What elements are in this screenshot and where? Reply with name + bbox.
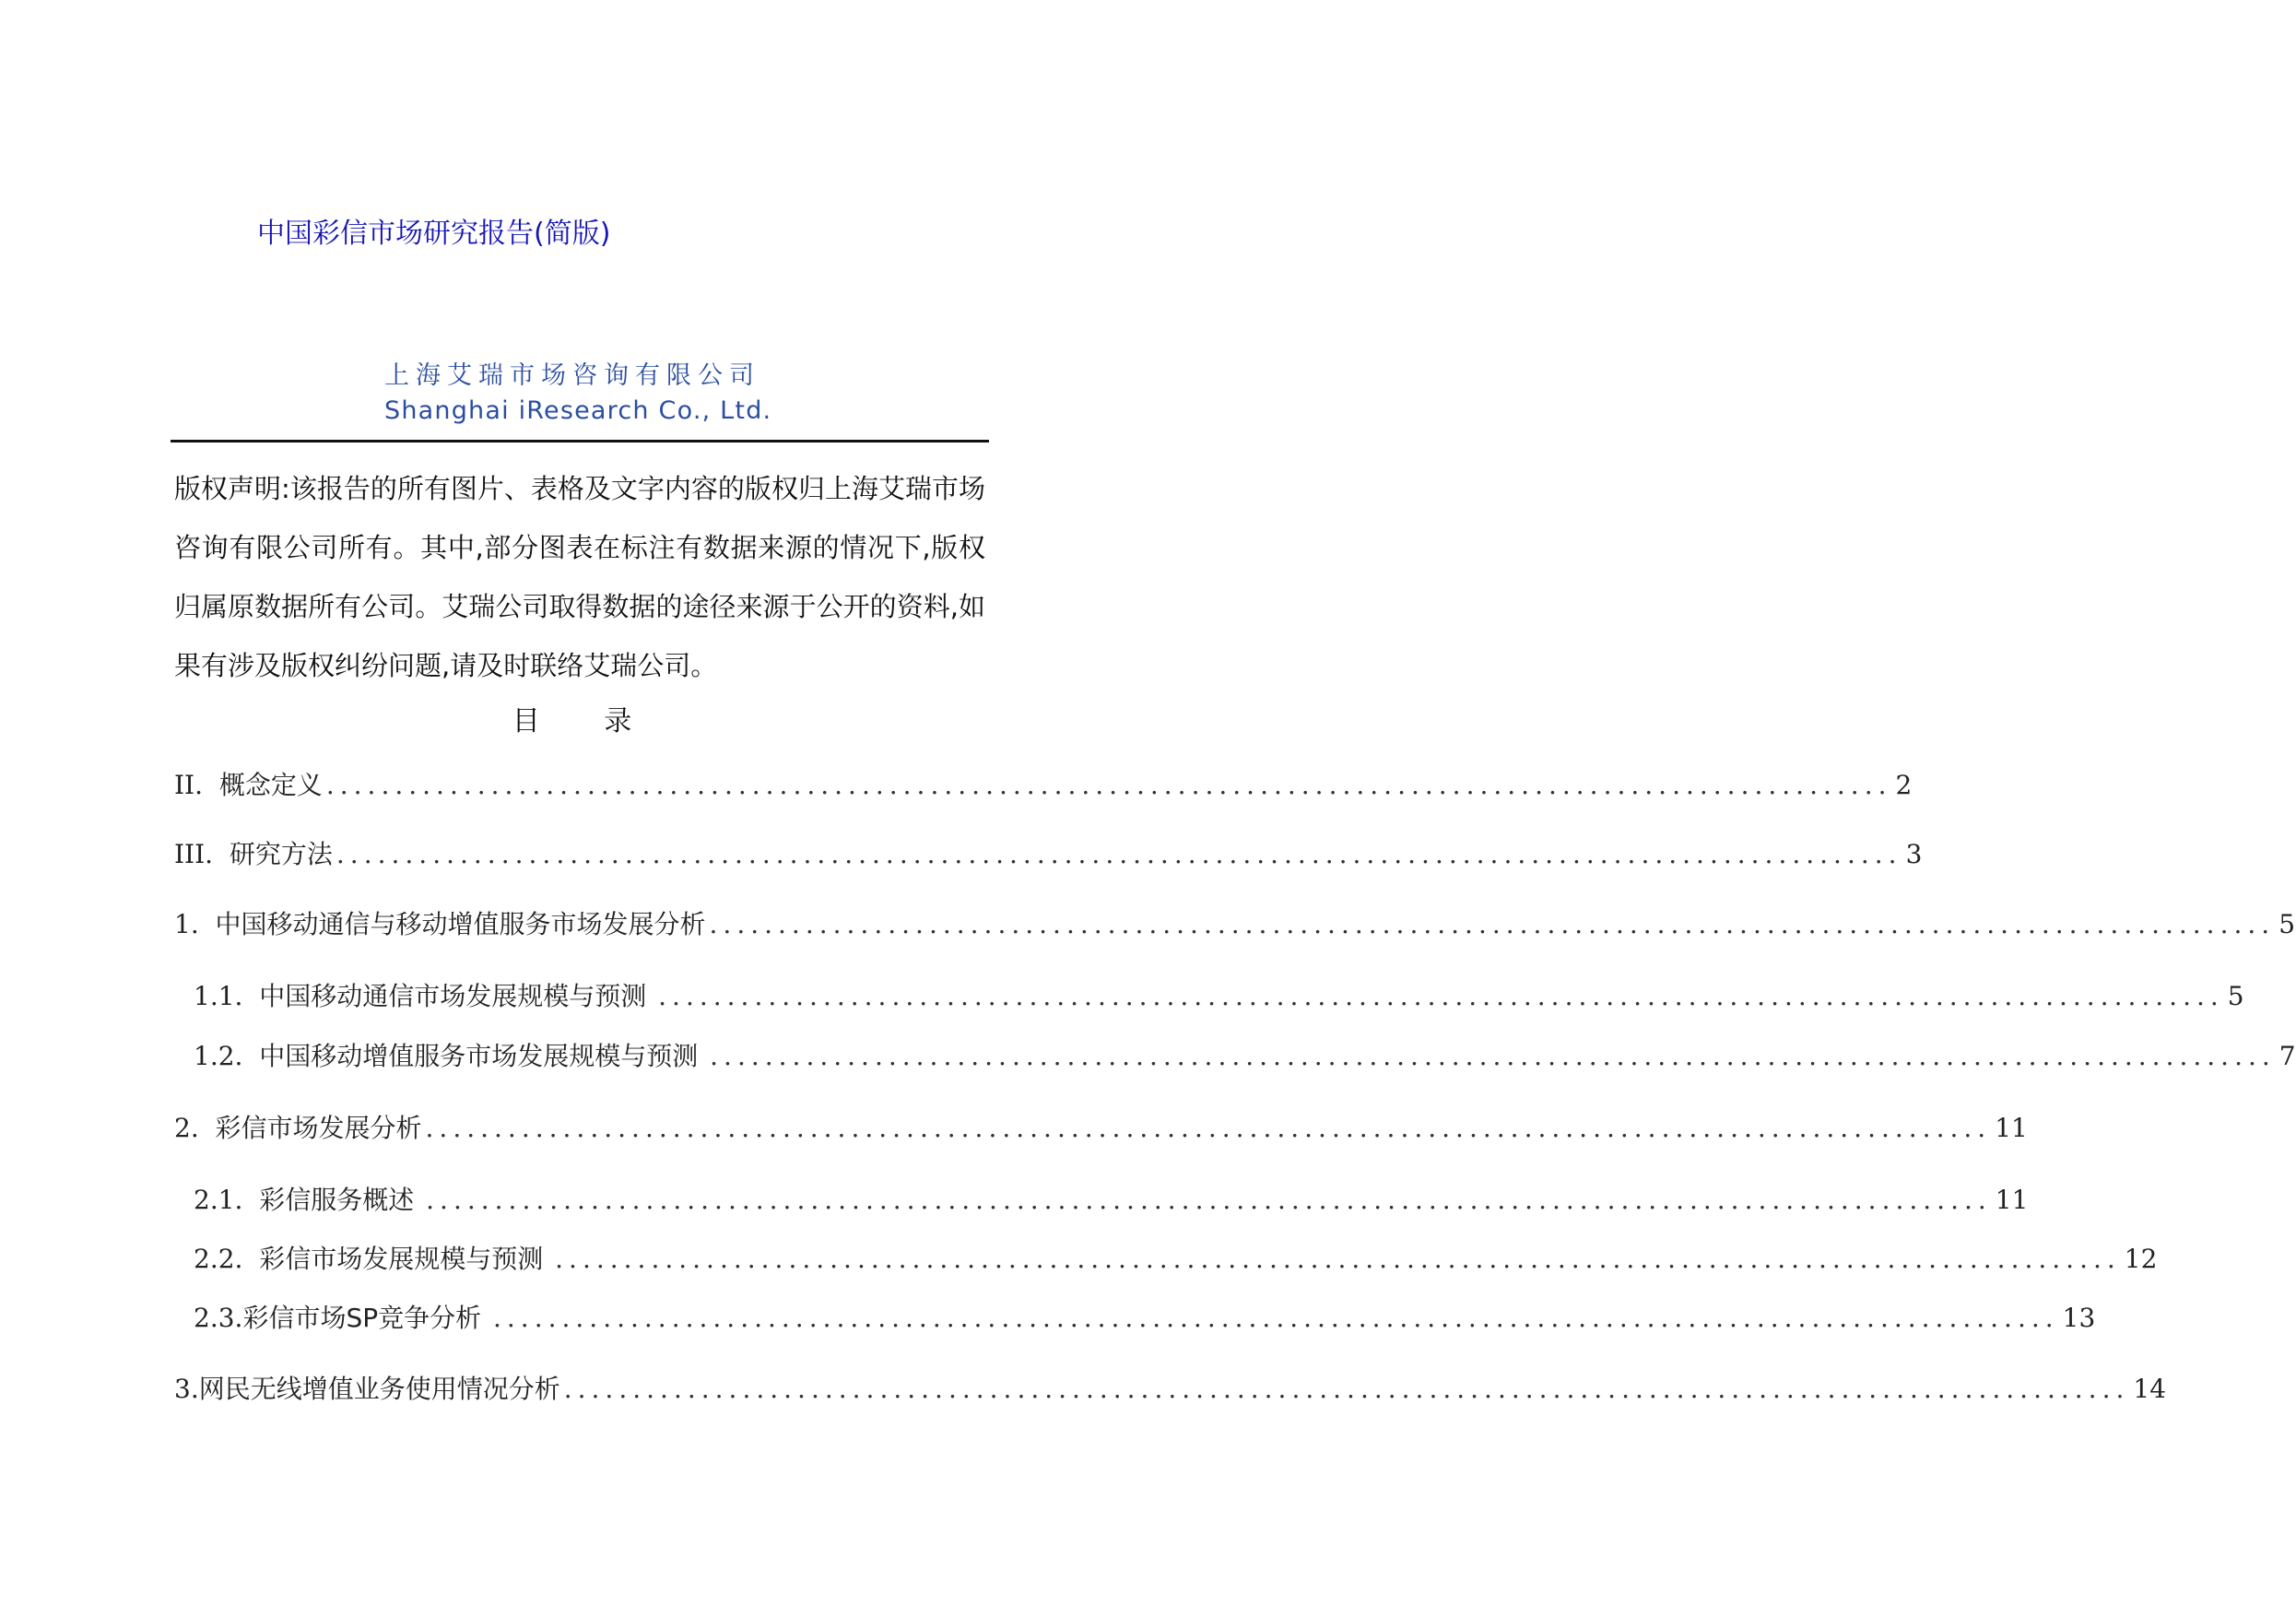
toc-entry-number: III. — [174, 839, 230, 869]
toc-entry[interactable] — [174, 1371, 2167, 1408]
toc-entry-number: II. — [174, 770, 219, 800]
toc-entry[interactable] — [194, 1038, 2296, 1075]
toc-leader-dots: .................................................................................................................. — [709, 909, 2276, 939]
toc-entry-page: 14 — [2133, 1374, 2167, 1404]
toc-entry-page: 5 — [2227, 981, 2244, 1011]
toc-entry-page: 5 — [2278, 909, 2296, 939]
toc-entry[interactable] — [174, 906, 2296, 943]
toc-entry[interactable] — [194, 1241, 2158, 1278]
copyright-statement: 版权声明:该报告的所有图片、表格及文字内容的版权归上海艾瑞市场咨询有限公司所有。其中,部分图表在标注有数据来源的情况下,版权归属原数据所有公司。艾瑞公司取得数据的途径来源于公开的资料,如果有涉及版权纠纷问题,请及时联络艾瑞公司。 — [174, 473, 985, 681]
toc-entry[interactable] — [174, 767, 1913, 804]
toc-entry-number: 2.3. — [194, 1303, 243, 1333]
toc-entry-page: 13 — [2062, 1303, 2096, 1333]
toc-entry-page: 3 — [1905, 839, 1923, 869]
toc-entry-page: 11 — [1995, 1185, 2029, 1215]
toc-entry-number: 2.1. — [194, 1185, 260, 1215]
toc-heading: 目 录 — [512, 705, 660, 738]
horizontal-divider — [171, 440, 989, 443]
toc-entry-page: 2 — [1895, 770, 1913, 800]
toc-leader-dots: .................................................................................................................. — [710, 1041, 2276, 1071]
toc-entry-number: 1.1. — [194, 981, 260, 1011]
toc-entry-number: 2.2. — [194, 1244, 260, 1274]
toc-entry-label: 中国移动增值服务市场发展规模与预测 — [259, 1041, 707, 1071]
toc-leader-dots: .................................................................................................................. — [493, 1303, 2059, 1333]
toc-entry-label: 彩信市场SP竞争分析 — [242, 1303, 489, 1333]
document-title: 中国彩信市场研究报告(简版) — [257, 218, 611, 250]
toc-entry-label: 中国移动通信市场发展规模与预测 — [259, 981, 655, 1011]
toc-entry-label: 彩信服务概述 — [259, 1185, 423, 1215]
toc-entry[interactable] — [194, 1300, 2096, 1337]
toc-leader-dots: .................................................................................................................. — [658, 981, 2224, 1011]
toc-leader-dots: .................................................................................................................. — [325, 770, 1892, 800]
toc-entry[interactable] — [174, 836, 1923, 873]
company-logo — [384, 355, 771, 425]
toc-entry[interactable] — [194, 978, 2244, 1015]
toc-leader-dots: .................................................................................................................. — [425, 1113, 1992, 1143]
toc-entry-label: 中国移动通信与移动增值服务市场发展分析 — [215, 909, 706, 939]
toc-entry-label: 研究方法 — [229, 839, 333, 869]
toc-leader-dots: .................................................................................................................. — [555, 1244, 2121, 1274]
toc-entry-number: 1.2. — [194, 1041, 260, 1071]
toc-leader-dots: .................................................................................................................. — [426, 1185, 1992, 1215]
toc-entry-page: 11 — [1995, 1113, 2028, 1143]
toc-leader-dots: .................................................................................................................. — [563, 1374, 2130, 1404]
toc-entry-number: 2. — [174, 1113, 216, 1143]
toc-entry-number: 3. — [174, 1374, 199, 1404]
toc-entry-label: 概念定义 — [218, 770, 323, 800]
toc-entry[interactable] — [194, 1182, 2029, 1219]
toc-entry[interactable] — [174, 1110, 2028, 1147]
toc-entry-label: 网民无线增值业务使用情况分析 — [198, 1374, 560, 1404]
toc-entry-page: 7 — [2278, 1041, 2296, 1071]
toc-entry-page: 12 — [2124, 1244, 2158, 1274]
toc-entry-label: 彩信市场发展分析 — [215, 1113, 422, 1143]
logo-english-name: Shanghai iResearch Co., Ltd. — [384, 396, 772, 425]
toc-entry-label: 彩信市场发展规模与预测 — [259, 1244, 552, 1274]
logo-chinese-name: 上海艾瑞市场咨询有限公司 — [384, 361, 760, 390]
toc-leader-dots: .................................................................................................................. — [336, 839, 1902, 869]
toc-entry-number: 1. — [174, 909, 216, 939]
